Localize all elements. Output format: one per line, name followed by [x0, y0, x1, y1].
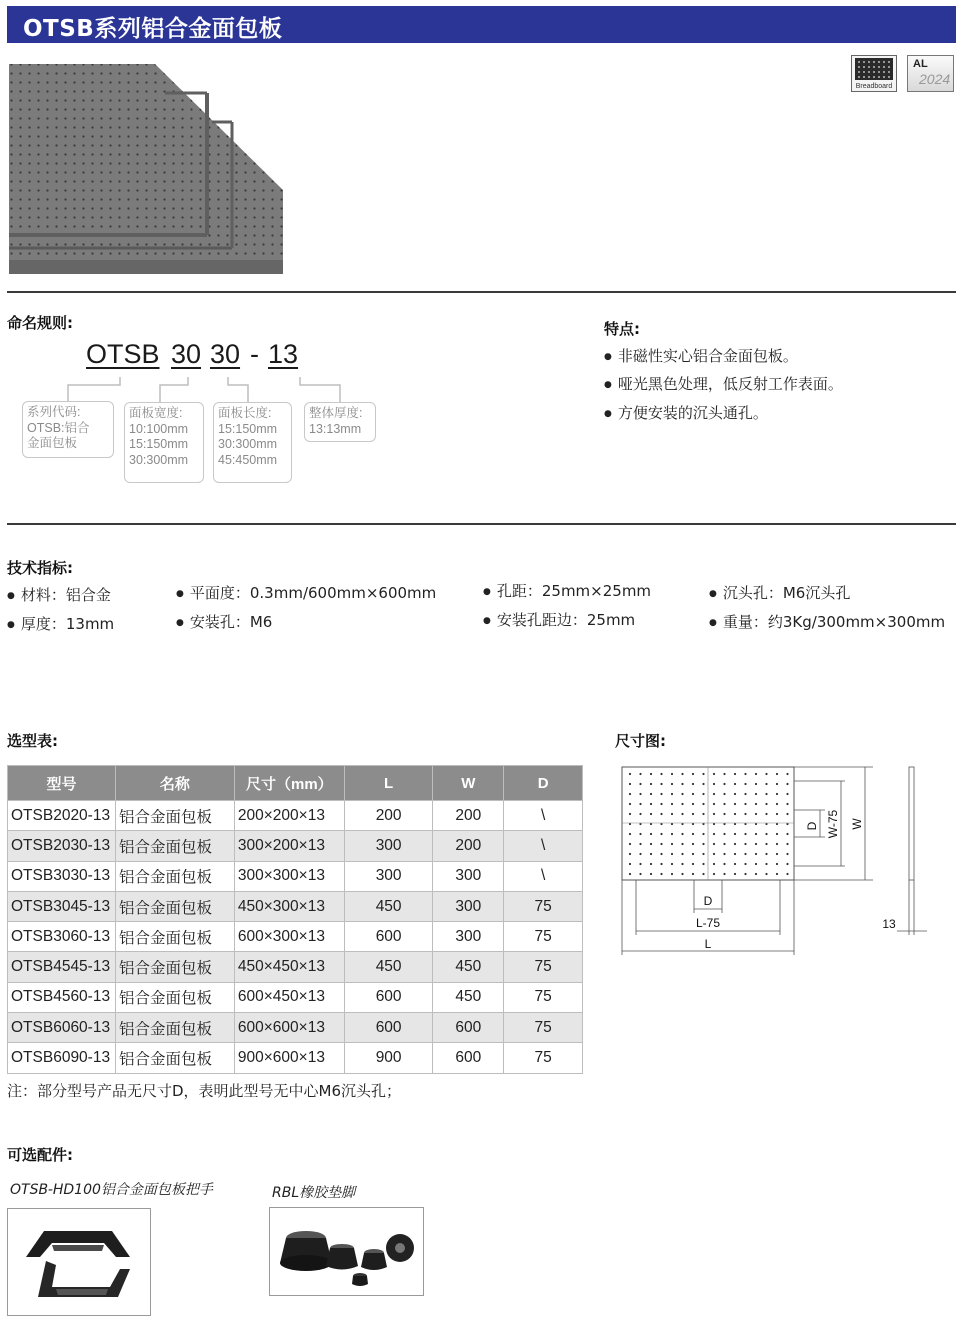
hole-dot	[723, 853, 725, 855]
divider	[7, 523, 956, 525]
hole-dot	[734, 773, 736, 775]
hole-dot	[723, 773, 725, 775]
hole-dot	[671, 813, 673, 815]
hole-dot	[692, 873, 694, 875]
hole-dot	[786, 843, 788, 845]
hole-dot	[650, 863, 652, 865]
hole-dot	[723, 783, 725, 785]
hole-dot	[671, 793, 673, 795]
hole-dot	[744, 793, 746, 795]
hole-dot	[629, 833, 631, 835]
hole-dot	[786, 803, 788, 805]
cell-w: 450	[433, 952, 504, 982]
hole-dot	[650, 803, 652, 805]
box-series-line: OTSB:铝合	[27, 420, 90, 435]
hole-dot	[660, 843, 662, 845]
box-length-line: 30:300mm	[218, 437, 278, 451]
box-thickness-line: 13:13mm	[309, 421, 362, 436]
feature-item: ● 方便安装的沉头通孔。	[604, 402, 768, 423]
hole-dot	[692, 773, 694, 775]
hole-dot	[692, 783, 694, 785]
hole-dot	[639, 813, 641, 815]
cell-size: 900×600×13	[234, 1043, 344, 1073]
hole-dot	[650, 843, 652, 845]
hole-dot	[639, 793, 641, 795]
divider	[7, 291, 956, 293]
hole-dot	[629, 863, 631, 865]
box-series-line: 系列代码:	[27, 405, 81, 419]
hole-dot	[671, 803, 673, 805]
code-width: 30	[171, 339, 202, 369]
cell-model: OTSB3045-13	[8, 891, 116, 921]
cell-w: 450	[433, 982, 504, 1012]
col-header-size: 尺寸（mm）	[234, 766, 344, 801]
hole-dot	[755, 813, 757, 815]
hole-dot	[671, 783, 673, 785]
hole-dot	[702, 813, 704, 815]
hole-dot	[660, 773, 662, 775]
hole-dot	[639, 803, 641, 805]
hole-dot	[692, 803, 694, 805]
hole-dot	[681, 773, 683, 775]
hole-dot	[765, 783, 767, 785]
hole-dot	[660, 783, 662, 785]
hole-dot	[713, 783, 715, 785]
page-header	[7, 6, 956, 43]
cell-size: 450×450×13	[234, 952, 344, 982]
specs-title: 技术指标:	[7, 559, 73, 577]
cell-d: \	[504, 831, 583, 861]
hole-dot	[692, 853, 694, 855]
box-width-line: 15:150mm	[129, 437, 189, 451]
hole-dot	[692, 833, 694, 835]
hole-dot	[702, 833, 704, 835]
cell-w: 600	[433, 1013, 504, 1043]
hole-dot	[755, 873, 757, 875]
cell-l: 300	[344, 831, 433, 861]
col-header-w: W	[433, 766, 504, 801]
spec-item: ● 安装孔：M6	[176, 611, 272, 632]
cell-w: 300	[433, 861, 504, 891]
hole-dot	[639, 843, 641, 845]
dim-label-d-bottom: D	[703, 894, 713, 908]
hole-dot	[713, 853, 715, 855]
dim-label-w: W	[850, 818, 864, 830]
hole-dot	[639, 833, 641, 835]
rubber-feet-image	[269, 1207, 424, 1296]
cell-w: 300	[433, 922, 504, 952]
hole-dot	[776, 833, 778, 835]
breadboard-badge-label: Breadboard	[855, 83, 893, 90]
hole-dot	[681, 813, 683, 815]
code-thickness: 13	[268, 339, 299, 369]
hole-dot	[660, 853, 662, 855]
hole-dot	[639, 773, 641, 775]
hole-dot	[723, 873, 725, 875]
hole-dot	[734, 843, 736, 845]
hole-dot	[713, 873, 715, 875]
hole-dot	[734, 803, 736, 805]
hole-dot	[629, 783, 631, 785]
cell-model: OTSB6060-13	[8, 1013, 116, 1043]
hole-dot	[786, 873, 788, 875]
hole-dot	[702, 853, 704, 855]
hole-dot	[702, 783, 704, 785]
spec-item: ● 平面度：0.3mm/600mm×600mm	[176, 582, 436, 603]
box-series-line: 金面包板	[27, 436, 78, 450]
hole-dot	[765, 773, 767, 775]
hole-dot	[671, 863, 673, 865]
cell-name: 铝合金面包板	[115, 922, 234, 952]
cell-w: 200	[433, 801, 504, 831]
spec-item: ● 材料：铝合金	[7, 584, 111, 605]
hole-dot	[744, 813, 746, 815]
hole-dot	[702, 793, 704, 795]
hole-dot	[713, 843, 715, 845]
hole-dot	[776, 773, 778, 775]
hole-dot	[629, 773, 631, 775]
hole-dot	[744, 863, 746, 865]
hole-dot	[734, 783, 736, 785]
hole-dot	[671, 843, 673, 845]
table-header-row	[8, 766, 583, 801]
hole-dot	[755, 843, 757, 845]
cell-l: 600	[344, 1013, 433, 1043]
code-dash: -	[250, 339, 259, 369]
hole-dot	[776, 863, 778, 865]
hole-dot	[692, 843, 694, 845]
page-title: OTSB系列铝合金面包板	[23, 16, 283, 42]
hole-dot	[744, 853, 746, 855]
hole-dot	[765, 833, 767, 835]
hole-dot	[692, 863, 694, 865]
cell-d: \	[504, 861, 583, 891]
box-width	[124, 402, 204, 483]
hole-dot	[776, 813, 778, 815]
hole-dot	[755, 793, 757, 795]
cell-l: 900	[344, 1043, 433, 1073]
table-row	[8, 831, 583, 861]
cell-size: 300×300×13	[234, 861, 344, 891]
hole-dot	[734, 853, 736, 855]
features-title: 特点:	[604, 320, 640, 338]
hole-dot	[776, 793, 778, 795]
dim-label-l: L	[704, 937, 712, 951]
hole-dot	[786, 793, 788, 795]
cell-d: 75	[504, 1013, 583, 1043]
hole-dot	[681, 783, 683, 785]
hole-dot	[755, 803, 757, 805]
hole-dot	[744, 783, 746, 785]
dim-label-l75: L-75	[695, 916, 721, 930]
accessory-caption: OTSB-HD100铝合金面包板把手	[10, 1182, 213, 1198]
hole-dot	[650, 793, 652, 795]
spec-item: ● 厚度：13mm	[7, 613, 114, 634]
cell-name: 铝合金面包板	[115, 891, 234, 921]
hole-dot	[723, 863, 725, 865]
dim-label-thickness: 13	[882, 917, 896, 931]
hole-dot	[723, 813, 725, 815]
hole-dot	[765, 813, 767, 815]
cell-model: OTSB3030-13	[8, 861, 116, 891]
hole-dot	[776, 853, 778, 855]
hole-dot	[639, 863, 641, 865]
hole-dot	[755, 833, 757, 835]
hole-dot	[681, 873, 683, 875]
hole-dot	[650, 873, 652, 875]
cell-name: 铝合金面包板	[115, 801, 234, 831]
hole-dot	[755, 783, 757, 785]
hole-dot	[702, 773, 704, 775]
hole-dot	[660, 863, 662, 865]
hole-dot	[734, 793, 736, 795]
cell-w: 300	[433, 891, 504, 921]
hole-dot	[650, 783, 652, 785]
hole-dot	[660, 873, 662, 875]
col-header-name: 名称	[115, 766, 234, 801]
hole-dot	[681, 843, 683, 845]
box-length-line: 45:450mm	[218, 452, 278, 467]
hole-dot	[639, 783, 641, 785]
hole-dot	[629, 843, 631, 845]
hole-dot	[786, 853, 788, 855]
table-row	[8, 922, 583, 952]
hole-dot	[692, 793, 694, 795]
table-row	[8, 1043, 583, 1073]
hole-dot	[681, 803, 683, 805]
box-thickness	[304, 402, 376, 442]
cell-d: 75	[504, 982, 583, 1012]
cell-l: 450	[344, 952, 433, 982]
cell-size: 600×600×13	[234, 1013, 344, 1043]
cell-l: 600	[344, 922, 433, 952]
hole-dot	[713, 803, 715, 805]
hole-dot	[681, 853, 683, 855]
hole-dot	[744, 873, 746, 875]
box-length-line: 15:150mm	[218, 421, 278, 436]
hole-dot	[734, 813, 736, 815]
alloy-badge-bottom: 2024	[919, 71, 951, 87]
hole-dot	[755, 863, 757, 865]
cell-size: 300×200×13	[234, 831, 344, 861]
hole-dot	[786, 863, 788, 865]
hole-dot	[776, 843, 778, 845]
naming-title: 命名规则:	[7, 314, 73, 332]
spec-item: ● 沉头孔：M6沉头孔	[709, 582, 850, 603]
table-row	[8, 952, 583, 982]
box-width-line: 10:100mm	[129, 421, 189, 436]
cell-name: 铝合金面包板	[115, 1013, 234, 1043]
handle-image	[7, 1208, 151, 1316]
alloy-badge	[907, 55, 954, 92]
table-row	[8, 982, 583, 1012]
cell-w: 600	[433, 1043, 504, 1073]
cell-name: 铝合金面包板	[115, 982, 234, 1012]
box-width-line: 面板宽度:	[129, 406, 183, 420]
hole-dot	[629, 853, 631, 855]
cell-l: 600	[344, 982, 433, 1012]
hole-dot	[744, 843, 746, 845]
hole-dot	[723, 803, 725, 805]
feature-item: ● 哑光黑色处理，低反射工作表面。	[604, 373, 843, 394]
accessory-caption: RBL橡胶垫脚	[272, 1185, 356, 1201]
table-row	[8, 861, 583, 891]
hole-dot	[681, 793, 683, 795]
hole-dot	[734, 863, 736, 865]
dim-label-d-top: D	[805, 821, 819, 831]
hole-dot	[702, 873, 704, 875]
hole-dot	[744, 773, 746, 775]
hole-dot	[776, 783, 778, 785]
spec-item: ● 重量：约3Kg/300mm×300mm	[709, 611, 945, 632]
cell-model: OTSB4545-13	[8, 952, 116, 982]
hole-dot	[734, 833, 736, 835]
hole-dot	[786, 813, 788, 815]
hole-dot	[681, 863, 683, 865]
hole-dot	[660, 833, 662, 835]
cell-name: 铝合金面包板	[115, 861, 234, 891]
hole-dot	[629, 803, 631, 805]
hole-dot	[776, 803, 778, 805]
cell-name: 铝合金面包板	[115, 1043, 234, 1073]
hole-dot	[744, 833, 746, 835]
box-series	[22, 401, 114, 458]
cell-d: 75	[504, 952, 583, 982]
col-header-model: 型号	[8, 766, 116, 801]
box-thickness-line: 整体厚度:	[309, 406, 363, 420]
box-length	[213, 402, 292, 483]
hole-dot	[755, 773, 757, 775]
cell-d: 75	[504, 891, 583, 921]
code-length: 30	[210, 339, 241, 369]
hole-dot	[744, 803, 746, 805]
cell-l: 450	[344, 891, 433, 921]
cell-name: 铝合金面包板	[115, 831, 234, 861]
feature-item: ● 非磁性实心铝合金面包板。	[604, 345, 798, 366]
selection-table	[7, 765, 583, 1074]
hole-dot	[713, 833, 715, 835]
col-header-l: L	[344, 766, 433, 801]
hole-dot	[765, 863, 767, 865]
spec-item: ● 安装孔距边：25mm	[483, 609, 635, 630]
hole-dot	[786, 773, 788, 775]
dimension-title: 尺寸图:	[615, 732, 666, 750]
table-row	[8, 891, 583, 921]
hole-dot	[702, 843, 704, 845]
hole-dot	[650, 813, 652, 815]
cell-model: OTSB6090-13	[8, 1043, 116, 1073]
col-header-d: D	[504, 766, 583, 801]
hole-dot	[671, 873, 673, 875]
breadboard-icon	[851, 55, 897, 92]
hole-dot	[702, 803, 704, 805]
hole-dot	[713, 773, 715, 775]
cell-d: 75	[504, 922, 583, 952]
spec-item: ● 孔距：25mm×25mm	[483, 580, 651, 601]
hole-dot	[692, 813, 694, 815]
selection-note: 注：部分型号产品无尺寸D，表明此型号无中心M6沉头孔；	[7, 1082, 402, 1100]
hole-dot	[723, 843, 725, 845]
hole-dot	[671, 853, 673, 855]
hole-dot	[723, 833, 725, 835]
cell-size: 200×200×13	[234, 801, 344, 831]
hole-dot	[734, 873, 736, 875]
box-width-line: 30:300mm	[129, 452, 189, 467]
hole-dot	[671, 773, 673, 775]
hole-dot	[650, 833, 652, 835]
hole-dot	[713, 793, 715, 795]
hole-dot	[765, 793, 767, 795]
cell-l: 200	[344, 801, 433, 831]
table-row	[8, 801, 583, 831]
cell-model: OTSB2030-13	[8, 831, 116, 861]
product-image	[7, 60, 287, 278]
hole-dot	[702, 863, 704, 865]
hole-dot	[629, 793, 631, 795]
cell-model: OTSB3060-13	[8, 922, 116, 952]
code-series: OTSB	[86, 339, 160, 369]
hole-dot	[713, 863, 715, 865]
cell-model: OTSB4560-13	[8, 982, 116, 1012]
cell-size: 450×300×13	[234, 891, 344, 921]
alloy-badge-top: AL	[913, 58, 928, 70]
hole-dot	[650, 773, 652, 775]
hole-dot	[755, 853, 757, 855]
hole-dot	[660, 803, 662, 805]
cell-d: 75	[504, 1043, 583, 1073]
dim-label-w75: W-75	[826, 809, 840, 839]
cell-l: 300	[344, 861, 433, 891]
cell-d: \	[504, 801, 583, 831]
hole-dot	[765, 803, 767, 805]
accessories-title: 可选配件:	[7, 1146, 73, 1164]
cell-name: 铝合金面包板	[115, 952, 234, 982]
cell-model: OTSB2020-13	[8, 801, 116, 831]
table-row	[8, 1013, 583, 1043]
hole-dot	[765, 853, 767, 855]
dimension-drawing	[615, 760, 940, 960]
hole-dot	[650, 853, 652, 855]
hole-dot	[629, 873, 631, 875]
cell-w: 200	[433, 831, 504, 861]
hole-dot	[776, 873, 778, 875]
hole-dot	[765, 873, 767, 875]
hole-dot	[765, 843, 767, 845]
hole-dot	[639, 873, 641, 875]
hole-dot	[660, 793, 662, 795]
hole-dot	[629, 813, 631, 815]
hole-dot	[713, 813, 715, 815]
cell-size: 600×450×13	[234, 982, 344, 1012]
cell-size: 600×300×13	[234, 922, 344, 952]
box-length-line: 面板长度:	[218, 406, 272, 420]
hole-dot	[660, 813, 662, 815]
hole-dot	[639, 853, 641, 855]
hole-dot	[786, 783, 788, 785]
hole-dot	[681, 833, 683, 835]
hole-dot	[786, 833, 788, 835]
hole-dot	[723, 793, 725, 795]
hole-dot	[671, 833, 673, 835]
selection-title: 选型表:	[7, 732, 58, 750]
